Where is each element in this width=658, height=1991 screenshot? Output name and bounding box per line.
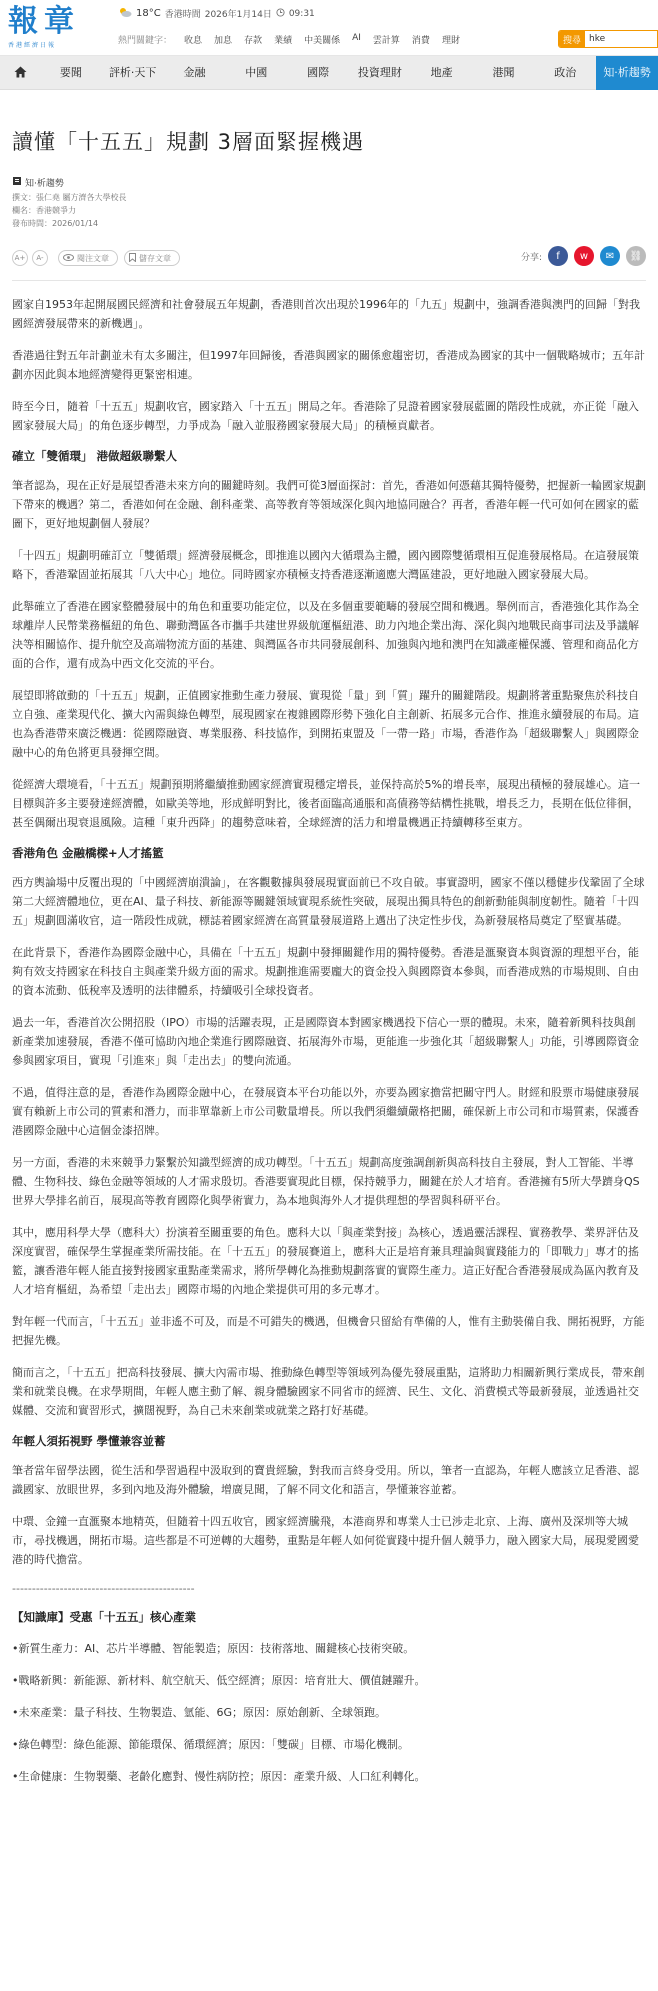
section-heading: 【知識庫】受惠「十五五」核心產業 (12, 1610, 196, 1624)
eye-icon (63, 254, 74, 263)
home-button[interactable] (0, 56, 40, 90)
nav-item[interactable]: 國際 (307, 65, 330, 79)
source-icon (12, 176, 22, 189)
time-label: 香港時間 (164, 10, 201, 20)
paragraph: 「十四五」規劃明確訂立「雙循環」經濟發展概念，即推進以國內大循環為主體，國內國際雙循環相互促進發展格局。在這發展策略下，香港鞏固並拓展其「八大中心」地位。同時國家亦積極支持香港逐漸適應大灣區建設，更好地融入國家發展大局。 (12, 549, 639, 581)
paragraph: 過去一年，香港首次公開招股（IPO）市場的活躍表現，正是國際資本對國家機遇投下信心一票的體現。未來，隨着新興科技與創新產業加速發展，香港不僅可協助內地企業進行國際融資、拓展海外市場，更能進一步強化其「超級聯繫人」功能，引導國際資金參與國家項目，實現「引進來」與「走出去」的雙向流通。 (12, 1016, 639, 1067)
read-article-label: 閱注文章 (77, 253, 109, 263)
hot-keywords-label: 熱門關鍵字： (118, 36, 173, 46)
article-toolbar (12, 246, 646, 270)
logo[interactable] (8, 4, 104, 52)
nav-item[interactable]: 要聞 (59, 65, 82, 79)
industry-item: •綠色轉型：綠色能源、節能環保、循環經濟；原因：「雙碳」目標、市場化機制。 (12, 1738, 409, 1751)
temperature: 18°C (136, 8, 161, 19)
industry-item: •生命健康：生物製藥、老齡化應對、慢性病防控；原因：產業升級、人口紅利轉化。 (12, 1770, 426, 1783)
nav-item[interactable]: 港聞 (492, 65, 515, 79)
date: 2026年1月14日 (204, 10, 272, 20)
keyword-link[interactable]: AI (352, 33, 361, 43)
keyword-link[interactable]: 理財 (441, 36, 460, 46)
article (0, 126, 658, 1786)
nav-item[interactable]: 政治 (554, 65, 577, 79)
logo-main: 報章 (8, 4, 80, 39)
paragraph: 對年輕一代而言，「十五五」並非遙不可及，而是不可錯失的機遇，但機會只留給有準備的人，惟有主動裝備自我、開拓視野，方能把握先機。 (12, 1315, 645, 1347)
paragraph: 中環、金鐘一直滙聚本地精英，但隨着十四五收官，國家經濟騰飛，本港商界和專業人士已涉走北京、上海、廣州及深圳等大城市，尋找機遇，開拓市場。這些都是不可逆轉的大趨勢，重點是年輕人如何從實踐中提升個人競爭力，融入國家大局，展現愛國愛港的時代擔當。 (12, 1515, 639, 1566)
logo-sub: 香港經濟日報 (8, 42, 57, 49)
bookmark-icon (129, 253, 136, 264)
font-decrease-button[interactable]: A- (32, 250, 48, 266)
paragraph: 此舉確立了香港在國家整體發展中的角色和重要功能定位，以及在多個重要範疇的發展空間和機遇。舉例而言，香港強化其作為全球離岸人民幣業務樞紐的角色、聯動灣區各市攜手共建世界級航運樞紐港、助力內地企業出海、深化與內地戰民商事司法及爭議解決等相關協作、提升航空及高端物流方面的基建、與灣區各市共同發展創科、加強與內地和澳門在知識產權保護、管理和商品化方面的合作，還有成為中西文化交流的平台。 (12, 600, 639, 670)
nav-item[interactable]: 評析·天下 (108, 65, 157, 79)
font-increase-button[interactable]: A+ (12, 250, 28, 266)
search-box[interactable] (558, 30, 658, 48)
industry-item: •戰略新興：新能源、新材料、航空航天、低空經濟；原因：培育壯大、價值鏈躍升。 (12, 1674, 426, 1687)
nav-item-active[interactable]: 知·析趨勢 (596, 56, 658, 90)
paragraph: 從經濟大環境看，「十五五」規劃預期將繼續推動國家經濟實現穩定增長，並保持高於5%的增長率，展現出積極的發展雄心。這一目標與許多主要發達經濟體，如歐美等地，形成鮮明對比，後者面臨高通脹和高債務等結構性挑戰，增長乏力，長期在低位徘徊，甚至偶爾出現衰退風險。這種「東升西降」的趨勢意味着，全球經濟的活力和增量機遇正持續轉移至東方。 (12, 778, 640, 829)
industry-list (12, 1639, 646, 1786)
divider (12, 280, 646, 281)
main-nav (0, 56, 658, 90)
clock-icon (276, 8, 285, 20)
article-published: 發布時間：2026/01/14 (12, 219, 99, 228)
source-label: 知·析趨勢 (25, 179, 64, 189)
facebook-icon[interactable]: f (548, 246, 568, 266)
keyword-link[interactable]: 收息 (184, 36, 203, 46)
search-input[interactable]: hke (589, 34, 606, 44)
paragraph: 不過，值得注意的是，香港作為國際金融中心，在發展資本平台功能以外，亦要為國家擔當把關守門人。財經和股票市場健康發展實有賴新上市公司的質素和潛力，而非單靠新上市公司數量增長。所以我們須繼續嚴格把關，確保新上市公司和市場質素，保護香港國際金融中心這個金漆招牌。 (12, 1086, 639, 1137)
keyword-link[interactable]: 加息 (214, 36, 233, 46)
keyword-link[interactable]: 雲計算 (372, 36, 400, 46)
paragraph: 筆者認為，現在正好是展望香港未來方向的關鍵時刻。我們可從3層面探討：首先，香港如何憑藉其獨特優勢，把握新一輪國家規劃下帶來的機遇？第二，香港如何在金融、創科產業、高等教育等領域深化與內地協同融合？再者，香港年輕一代可如何在國家的藍圖下，更好地規劃個人發展？ (12, 479, 646, 530)
industry-item: •新質生產力：AI、芯片半導體、智能製造；原因：技術落地、關鍵核心技術突破。 (12, 1642, 415, 1655)
save-article-label: 儲存文章 (139, 253, 171, 263)
section-heading: 香港角色 金融橋樑+人才搖籃 (12, 846, 164, 860)
nav-item[interactable]: 地產 (430, 65, 453, 79)
time: 09:31 (288, 8, 315, 19)
article-source[interactable] (12, 176, 646, 189)
paragraph: 西方輿論場中反覆出現的「中國經濟崩潰論」，在客觀數據與發展現實面前已不攻自破。事實證明，國家不僅以穩健步伐鞏固了全球第二大經濟體地位，更在AI、量子科技、新能源等關鍵領域實現系統性突破，展現出獨具特色的創新動能與制度韌性。隨着「十四五」規劃圓滿收官，這一階段性成就，標誌着國家經濟在高質量發展道路上邁出了決定性步伐，為新發展格局奠定了堅實基礎。 (12, 876, 645, 927)
paragraph: 簡而言之，「十五五」把高科技發展、擴大內需市場、推動綠色轉型等領域列為優先發展重點，這將助力相關新興行業成長，帶來創業和就業良機。在求學期間，年輕人應主動了解、親身體驗國家不同省市的經濟、民生、文化、消費模式等最新發展，並透過社交媒體、交流和實習形式，擴闊視野，為自己未來創業或就業之路打好基礎。 (12, 1366, 645, 1417)
search-tag: 搜尋 (559, 31, 585, 47)
hot-keywords (118, 33, 460, 46)
home-icon (14, 63, 27, 82)
save-article-button[interactable] (124, 250, 180, 266)
separator-line: ---------------------------------------------- (12, 1582, 195, 1595)
paragraph: 香港過往對五年計劃並未有太多關注，但1997年回歸後，香港與國家的關係愈趨密切，香港成為國家的其中一個戰略城市；五年計劃亦因此與本地經濟變得更緊密相連。 (12, 349, 645, 381)
share-label: 分享: (520, 252, 542, 263)
keyword-link[interactable]: 中美關係 (304, 36, 341, 46)
share-bar (521, 246, 646, 266)
keyword-link[interactable]: 消費 (411, 36, 430, 46)
top-header (0, 0, 658, 56)
weather-icon (118, 6, 132, 21)
paragraph: 展望即將啟動的「十五五」規劃，正值國家推動生產力發展、實現從「量」到「質」躍升的關鍵階段。規劃將著重點聚焦於科技自立自強、產業現代化、擴大內需與綠色轉型，展現國家在複雜國際形勢下強化自主創新、拓展多元合作、推進永續發展的布局。這也為香港帶來廣泛機遇：從國際融資、專業服務、科技協作，到開拓東盟及「一帶一路」市場，香港作為「超級聯繫人」與國際金融中心的角色將更具發揮空間。 (12, 689, 639, 759)
keyword-link[interactable]: 業績 (274, 36, 293, 46)
paragraph: 其中，應用科學大學（應科大）扮演着至關重要的角色。應科大以「與產業對接」為核心，透過靈活課程、實務教學、業界評估及深度實習，確保學生掌握產業所需技能。在「十五五」的發展賽道上，應科大正是培育兼具理論與實踐能力的「即戰力」專才的搖籃，讓香港年輕人能直接對接國家重點產業需求，將所學轉化為推動規劃落實的實際生產力。這正好配合香港發展成為區內教育及人才培育樞紐，為希望「走出去」國際市場的內地企業提供可用的多元專才。 (12, 1226, 639, 1296)
industry-item: •未來產業：量子科技、生物製造、氫能、6G；原因：原始創新、全球領跑。 (12, 1706, 387, 1719)
nav-item[interactable]: 投資理財 (357, 65, 402, 79)
article-author: 撰文：張仁堯 屬方濟各大學校長 (12, 193, 127, 202)
link-icon[interactable]: ⛓ (626, 246, 646, 266)
article-column: 欄名：香港競爭力 (12, 206, 76, 215)
article-body (12, 295, 646, 1625)
paragraph: 時至今日，隨着「十五五」規劃收官，國家踏入「十五五」開局之年。香港除了見證着國家發展藍圖的階段性成就，亦正從「融入國家發展大局」的角色逐步轉型，力爭成為「融入並服務國家發展大局」的積極貢獻者。 (12, 400, 639, 432)
paragraph: 國家自1953年起開展國民經濟和社會發展五年規劃，香港則首次出現於1996年的「九五」規劃中，強調香港與澳門的回歸「對我國經濟發展帶來的新機遇」。 (12, 298, 640, 330)
weather-bar (118, 6, 315, 21)
article-title: 讀懂「十五五」規劃 3層面緊握機遇 (12, 130, 365, 154)
section-heading: 確立「雙循環」 港做超級聯繫人 (12, 449, 178, 463)
paragraph: 在此背景下，香港作為國際金融中心，具備在「十五五」規劃中發揮關鍵作用的獨特優勢。香港是滙聚資本與資源的理想平台，能夠有效支持國家在科技自主與產業升級方面的需求。規劃推進需要龐大的資金投入與國際資本參與，而香港成熟的市場規則、自由的資本流動、低稅率及透明的法律體系，持續吸引全球投資者。 (12, 946, 639, 997)
keyword-link[interactable]: 存款 (244, 36, 263, 46)
nav-item[interactable]: 中國 (245, 65, 268, 79)
read-article-button[interactable] (58, 250, 118, 266)
weibo-icon[interactable]: w (574, 246, 594, 266)
nav-item[interactable]: 金融 (183, 65, 206, 79)
paragraph: 另一方面，香港的未來競爭力緊繫於知識型經濟的成功轉型。「十五五」規劃高度強調創新與高科技自主發展，對人工智能、半導體、生物科技、綠色金融等領域的人才需求殷切。香港要實現此目標，保持競爭力，關鍵在於人才培育。香港擁有5所大學躋身QS世界大學排名前百，展現高等教育國際化與學術實力，為本地與海外人才提供理想的學習與科研平台。 (12, 1156, 640, 1207)
paragraph: 筆者當年留學法國，從生活和學習過程中汲取到的寶貴經驗，對我而言終身受用。所以，筆者一直認為，年輕人應該立足香港、認識國家、放眼世界，多到內地及海外體驗，增廣見聞，了解不同文化和語言，學懂兼容並蓄。 (12, 1464, 639, 1496)
email-icon[interactable]: ✉ (600, 246, 620, 266)
section-heading: 年輕人須拓視野 學懂兼容並蓄 (12, 1434, 166, 1448)
article-meta (12, 191, 646, 230)
